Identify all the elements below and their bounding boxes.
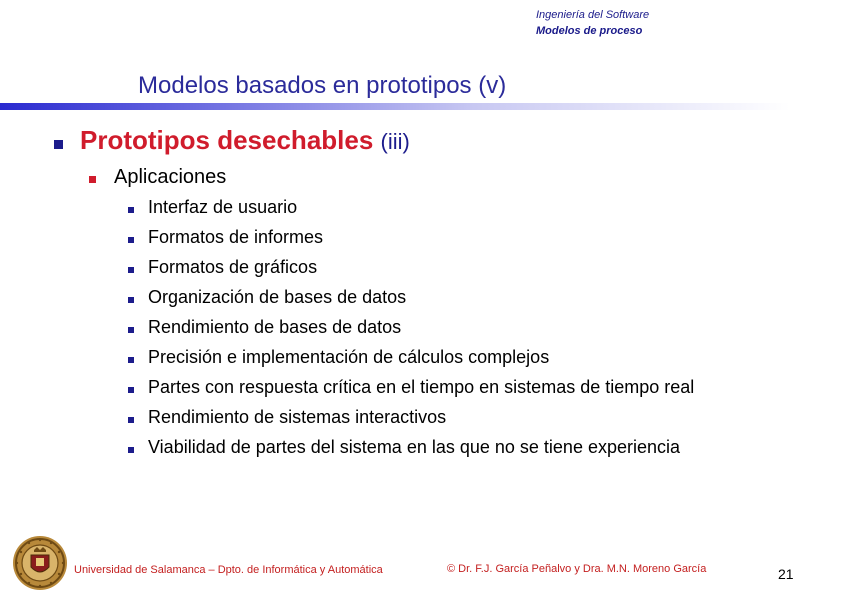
square-bullet-icon — [128, 237, 134, 243]
slide-title-area — [0, 70, 848, 115]
list-item — [128, 437, 828, 467]
square-bullet-icon — [89, 176, 96, 183]
list-item — [128, 347, 828, 377]
list-item-text: Organización de bases de datos — [148, 287, 407, 307]
square-bullet-icon — [128, 357, 134, 363]
title-underline-bar — [0, 103, 790, 110]
slide-footer — [0, 530, 848, 599]
footer-copyright: © Dr. F.J. García Peñalvo y Dra. M.N. Moreno García — [447, 563, 707, 575]
list-item-text: Formatos de informes — [148, 227, 324, 247]
course-subtitle: Modelos de proceso — [536, 25, 643, 37]
list-item — [128, 317, 828, 347]
list-item-text: Rendimiento de bases de datos — [148, 317, 402, 337]
list-item-text: Precisión e implementación de cálculos complejos — [148, 347, 550, 367]
list-item-text: Viabilidad de partes del sistema en las que no se tiene experiencia — [148, 437, 681, 457]
list-item — [128, 377, 828, 407]
list-item — [128, 257, 828, 287]
course-header — [536, 7, 649, 39]
level2-text: Aplicaciones — [114, 166, 227, 188]
square-bullet-icon — [128, 387, 134, 393]
level3-list — [128, 197, 828, 467]
list-item-text: Partes con respuesta crítica en el tiempo en sistemas de tiempo real — [148, 377, 695, 397]
square-bullet-icon — [128, 267, 134, 273]
list-item — [128, 227, 828, 257]
list-item — [128, 197, 828, 227]
footer-institution: Universidad de Salamanca – Dpto. de Informática y Automática — [74, 564, 383, 576]
square-bullet-icon — [128, 207, 134, 213]
level1-strong-text: Prototipos desechables — [80, 125, 374, 155]
list-item — [128, 407, 828, 437]
list-item — [128, 287, 828, 317]
level1-text — [80, 125, 410, 156]
square-bullet-icon — [128, 297, 134, 303]
square-bullet-icon — [128, 417, 134, 423]
square-bullet-icon — [128, 447, 134, 453]
list-item-text: Rendimiento de sistemas interactivos — [148, 407, 447, 427]
course-title: Ingeniería del Software — [536, 9, 650, 21]
square-bullet-icon — [54, 140, 63, 149]
list-item-text: Formatos de gráficos — [148, 257, 318, 277]
square-bullet-icon — [128, 327, 134, 333]
list-item-text: Interfaz de usuario — [148, 197, 298, 217]
page-number: 21 — [778, 566, 794, 582]
slide-title: Modelos basados en prototipos (v) — [138, 72, 507, 99]
level1-suffix-text: (iii) — [380, 129, 410, 154]
university-seal-icon — [12, 535, 68, 591]
